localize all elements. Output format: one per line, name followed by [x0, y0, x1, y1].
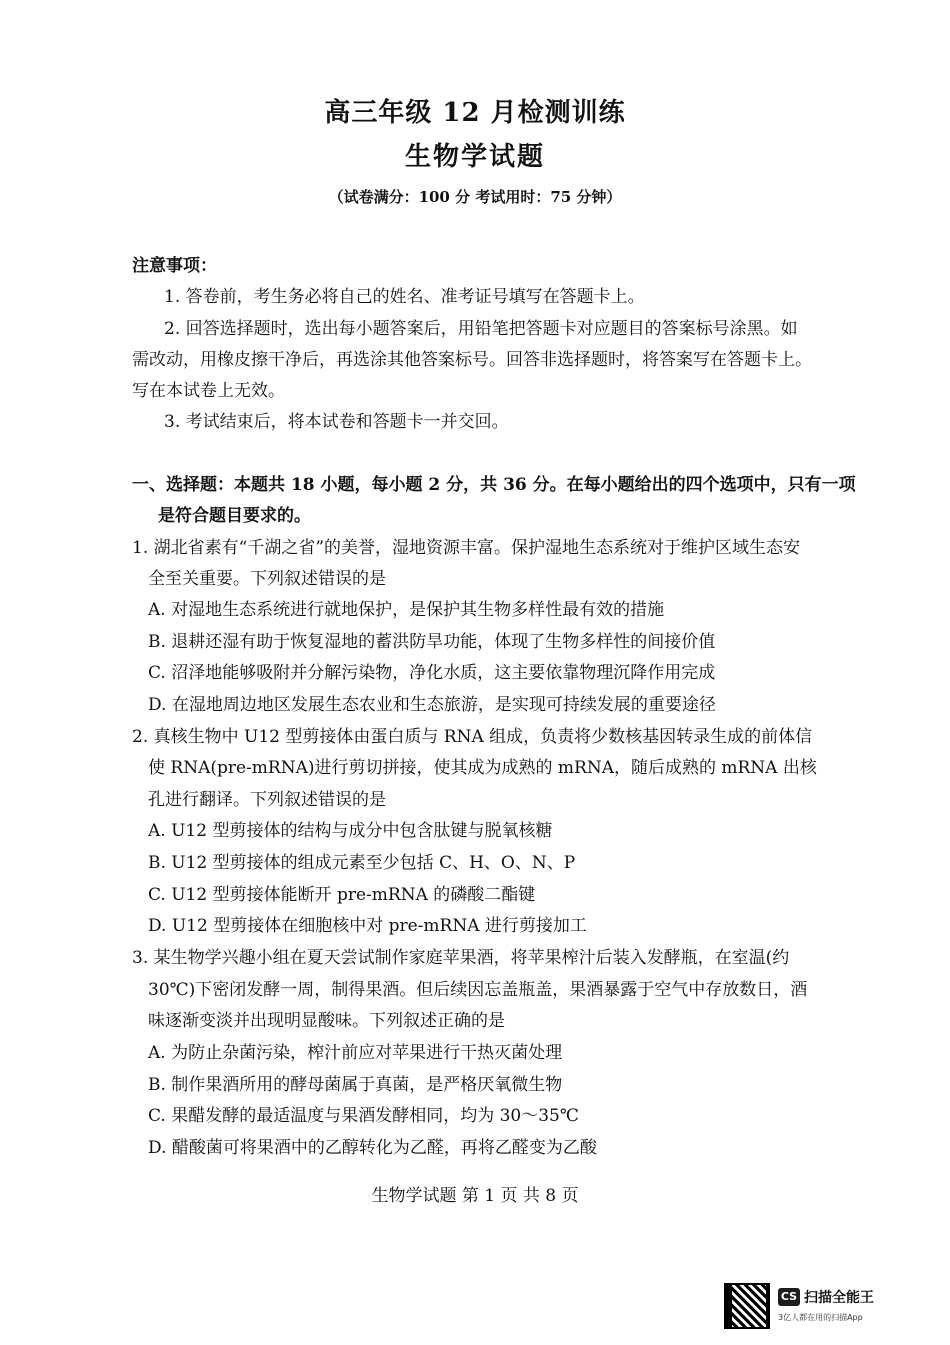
question-1-stem-cont: 全至关重要。下列叙述错误的是 — [148, 569, 386, 589]
question-2-option-c: C. U12 型剪接体能断开 pre-mRNA 的磷酸二酯键 — [148, 885, 536, 905]
notice-item-2-cont: 需改动，用橡皮擦干净后，再选涂其他答案标号。回答非选择题时，将答案写在答题卡上。 — [132, 350, 812, 370]
page-footer: 生物学试题 第 1 页 共 8 页 — [371, 1186, 579, 1206]
camscanner-logo: CS — [778, 1288, 800, 1306]
question-3-option-a: A. 为防止杂菌污染，榨汁前应对苹果进行干热灭菌处理 — [148, 1043, 563, 1063]
notice-item-2: 2. 回答选择题时，选出每小题答案后，用铅笔把答题卡对应题目的答案标号涂黑。如 — [164, 319, 798, 339]
scanner-brand: 扫描全能王 — [804, 1290, 874, 1306]
subject-title: 生物学试题 — [404, 142, 545, 172]
question-2-stem: 2. 真核生物中 U12 型剪接体由蛋白质与 RNA 组成，负责将少数核基因转录生成的前体信 — [132, 727, 813, 747]
exam-info: （试卷满分：100 分 考试用时：75 分钟） — [328, 188, 622, 206]
question-3-stem-cont: 30℃)下密闭发酵一周，制得果酒。但后续因忘盖瓶盖，果酒暴露于空气中存放数日，酒 — [148, 980, 808, 1000]
question-1-option-b: B. 退耕还湿有助于恢复湿地的蓄洪防旱功能，体现了生物多样性的间接价值 — [148, 632, 716, 652]
scanner-tagline: 3亿人都在用的扫描App — [778, 1313, 863, 1322]
question-1-stem: 1. 湖北省素有“千湖之省”的美誉，湿地资源丰富。保护湿地生态系统对于维护区域生态安 — [132, 538, 801, 558]
question-3-stem: 3. 某生物学兴趣小组在夏天尝试制作家庭苹果酒，将苹果榨汁后装入发酵瓶，在室温(约 — [132, 948, 790, 968]
question-3-option-c: C. 果醋发酵的最适温度与果酒发酵相同，均为 30～35℃ — [148, 1106, 579, 1126]
question-2-stem-cont: 孔进行翻译。下列叙述错误的是 — [148, 790, 386, 810]
notice-item-1: 1. 答卷前，考生务必将自己的姓名、准考证号填写在答题卡上。 — [164, 287, 645, 307]
question-2-option-d: D. U12 型剪接体在细胞核中对 pre-mRNA 进行剪接加工 — [148, 916, 587, 936]
question-1-option-a: A. 对湿地生态系统进行就地保护，是保护其生物多样性最有效的措施 — [148, 600, 665, 620]
notice-item-3: 3. 考试结束后，将本试卷和答题卡一并交回。 — [164, 412, 509, 432]
question-3-option-b: B. 制作果酒所用的酵母菌属于真菌，是严格厌氧微生物 — [148, 1075, 563, 1095]
question-2-option-b: B. U12 型剪接体的组成元素至少包括 C、H、O、N、P — [148, 853, 576, 873]
question-3-option-d: D. 醋酸菌可将果酒中的乙醇转化为乙醛，再将乙醛变为乙酸 — [148, 1138, 597, 1158]
notice-heading: 注意事项： — [132, 256, 217, 276]
question-3-stem-cont: 味逐渐变淡并出现明显酸味。下列叙述正确的是 — [148, 1011, 505, 1031]
question-2-option-a: A. U12 型剪接体的结构与成分中包含肽键与脱氧核糖 — [148, 821, 553, 841]
exam-title: 高三年级 12 月检测训练 — [324, 98, 626, 128]
section-heading: 一、选择题：本题共 18 小题，每小题 2 分，共 36 分。在每小题给出的四个选项中，只有一项 — [132, 475, 856, 495]
notice-item-2-cont: 写在本试卷上无效。 — [132, 381, 285, 401]
question-1-option-d: D. 在湿地周边地区发展生态农业和生态旅游，是实现可持续发展的重要途径 — [148, 695, 716, 715]
qr-code-icon — [724, 1283, 770, 1329]
section-heading-cont: 是符合题目要求的。 — [158, 506, 311, 526]
question-1-option-c: C. 沼泽地能够吸附并分解污染物，净化水质，这主要依靠物理沉降作用完成 — [148, 663, 716, 683]
question-2-stem-cont: 使 RNA(pre-mRNA)进行剪切拼接，使其成为成熟的 mRNA，随后成熟的 mRNA 出核 — [148, 758, 817, 778]
